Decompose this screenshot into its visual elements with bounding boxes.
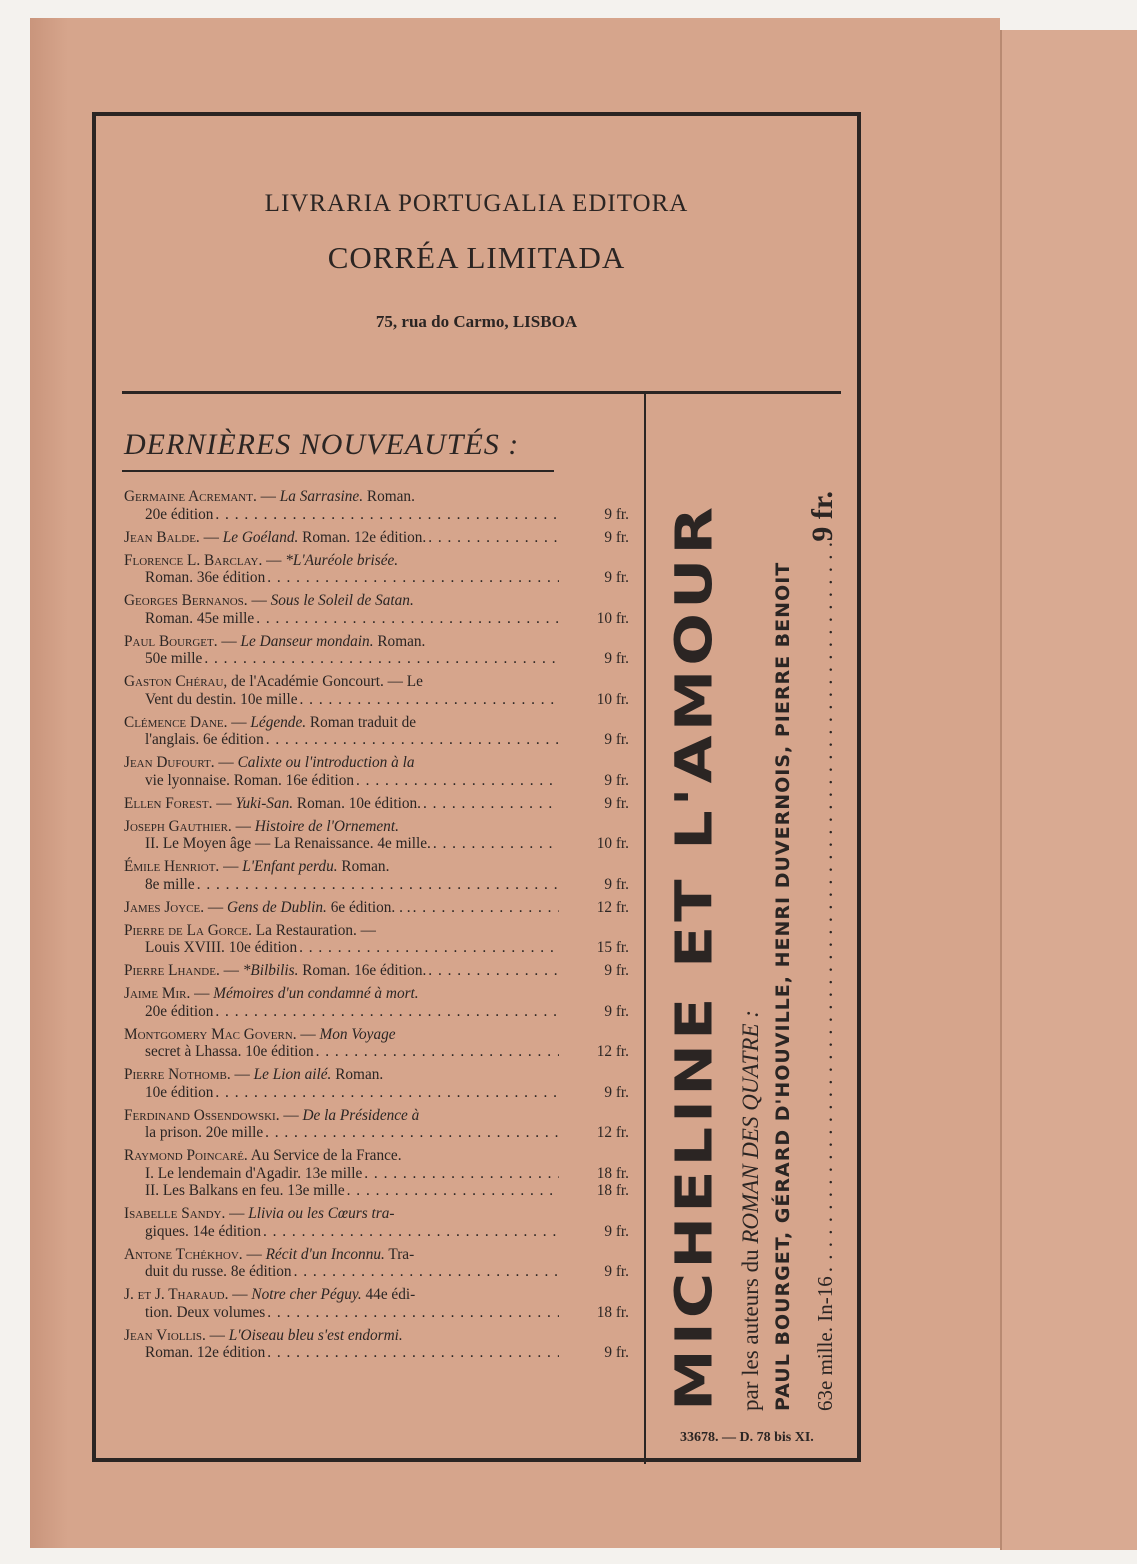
entry-author: Jean Dufourt. (124, 754, 215, 771)
entry-continuation: 8e mille (145, 875, 195, 893)
book-entry: Ellen Forest. — Yuki-San. Roman. 10e édition. . . . 9 fr. (124, 795, 629, 813)
feature-edition-line (806, 491, 840, 1411)
book-entry: Pierre Lhande. — *Bilbilis. Roman. 16e édition. . . . 9 fr. (124, 962, 629, 980)
book-entry: Jean Viollis. — L'Oiseau bleu s'est endormi. Roman. 12e édition . . . 9 fr. (124, 1327, 629, 1362)
entry-price: 18 fr. (596, 1164, 629, 1182)
entry-continuation: tion. Deux volumes (145, 1303, 266, 1321)
entry-author: Georges Bernanos. (124, 592, 248, 609)
entry-detail: Roman. (341, 858, 390, 875)
entry-title: De la Présidence à (302, 1106, 420, 1124)
entry-price: 9 fr. (604, 569, 629, 586)
entry-title: La Sarrasine. (279, 488, 364, 505)
entry-continuation: Vent du destin. 10e mille (145, 690, 298, 708)
entry-detail: Roman traduit de (309, 713, 417, 731)
entry-author: Pierre Nothomb. (124, 1066, 231, 1083)
leader-dots (213, 506, 559, 524)
entry-price: 10 fr. (596, 690, 629, 708)
book-entry: Isabelle Sandy. — Llivia ou les Cœurs tra- giques. 14e édition . . . 9 fr. (124, 1205, 629, 1240)
section-title: DERNIÈRES NOUVEAUTÉS : (124, 428, 520, 461)
book-entry: Florence L. Barclay. — *L'Auréole brisée. Roman. 36e édition . . . 9 fr. (124, 552, 629, 587)
book-entry: Joseph Gauthier. — Histoire de l'Ornement. II. Le Moyen âge — La Renaissance. 4e mille. . . . 10 fr. (124, 818, 629, 853)
leader-dots (314, 1043, 559, 1061)
entry-author: Ferdinand Ossendowski. (124, 1106, 280, 1124)
entry-continuation: Roman. 45e mille (145, 609, 255, 627)
entry-continuation: I. Le lendemain d'Agadir. 13e mille (145, 1164, 363, 1182)
cover-flap (1000, 30, 1137, 1550)
spine-edge (30, 18, 68, 1548)
entry-price: 9 fr. (604, 1222, 629, 1240)
leader-dots (431, 835, 559, 853)
entry-detail: Roman. 12e édition. (302, 528, 427, 546)
print-reference: 33678. — D. 78 bis XI. (680, 1430, 814, 1445)
entry-detail: 6e édition. . . (330, 898, 411, 916)
entry-continuation: la prison. 20e mille (145, 1124, 264, 1141)
book-entry: Georges Bernanos. — Sous le Soleil de Satan. Roman. 45e mille . . . 10 fr. (124, 592, 629, 627)
leader-dots (292, 1263, 559, 1281)
entry-author: Clémence Dane. (124, 713, 228, 731)
book-entry (124, 1147, 629, 1200)
entry-price: 9 fr. (604, 731, 629, 748)
leader-dots (195, 876, 559, 894)
book-entry: J. et J. Tharaud. — Notre cher Péguy. 44e édi- tion. Deux volumes . . . 18 fr. (124, 1286, 629, 1321)
entry-continuation: giques. 14e édition (145, 1222, 261, 1240)
entry-price: 9 fr. (604, 875, 629, 893)
leader-dots (213, 1084, 559, 1102)
entry-continuation: vie lyonnaise. Roman. 16e édition (145, 771, 355, 789)
feature-edition: 63e mille. In-16 (813, 1276, 837, 1411)
publisher-address: 75, rua do Carmo, LISBOA (375, 312, 578, 331)
advert-frame (92, 112, 861, 1462)
entry-title: Récit d'un Inconnu. (265, 1245, 385, 1263)
horizontal-rule (122, 391, 841, 394)
entry-title: Notre cher Péguy. (251, 1286, 362, 1303)
entry-detail: Roman. (335, 1066, 384, 1083)
entry-price: 18 fr. (596, 1303, 629, 1321)
entry-title: Mémoires d'un condamné à mort. (213, 985, 419, 1002)
entry-detail: 44e édi- (365, 1286, 416, 1303)
entry-author: Isabelle Sandy. (124, 1205, 226, 1222)
entry-price: 18 fr. (596, 1182, 629, 1199)
book-entry: James Joyce. — Gens de Dublin. 6e édition. . . . . . 12 fr. (124, 899, 629, 917)
entry-price: 9 fr. (604, 1263, 629, 1280)
entry-price: 9 fr. (604, 650, 629, 667)
feature-by-work: ROMAN DES QUATRE : (738, 1010, 763, 1244)
entry-author: Gaston Chérau, (124, 673, 228, 690)
leader-dots (202, 650, 559, 668)
entry-detail: Roman. (366, 488, 415, 505)
entry-continuation: II. Le Moyen âge — La Renaissance. 4e mille. (145, 835, 431, 852)
feature-title: MICHELINE ET L'AMOUR (664, 502, 724, 1411)
leader-dots (263, 1124, 559, 1142)
entry-title: Légende. (250, 713, 307, 731)
book-entry: Ferdinand Ossendowski. — De la Présidence à la prison. 20e mille . . . 12 fr. (124, 1107, 629, 1142)
entry-detail: Roman. 10e édition. (296, 794, 421, 812)
leader-dots (261, 1223, 559, 1241)
book-entry: Germaine Acremant. — La Sarrasine. Roman. 20e édition . . . 9 fr. (124, 488, 629, 523)
entry-author: Jean Balde. (124, 528, 200, 546)
feature-byline (738, 1010, 764, 1411)
leader-dots (298, 691, 559, 709)
entry-author: Montgomery Mac Govern. (124, 1025, 297, 1043)
entry-price: 9 fr. (604, 771, 629, 789)
publisher-name: LIVRARIA PORTUGALIA EDITORA (264, 190, 689, 217)
entry-price: 10 fr. (596, 609, 629, 627)
entry-price: 12 fr. (596, 1043, 629, 1060)
leader-dots (362, 1165, 559, 1183)
leader-dots (354, 772, 559, 790)
entry-continuation: II. Les Balkans en feu. 13e mille (145, 1182, 345, 1199)
entry-author: Pierre de La Gorce. (124, 921, 252, 939)
entry-author: Jean Viollis. (124, 1326, 206, 1344)
entry-author: Pierre Lhande. (124, 962, 220, 979)
entry-title: Llivia ou les Cœurs tra- (248, 1205, 395, 1222)
entry-price: 9 fr. (604, 1344, 629, 1361)
leader-dots (265, 1304, 559, 1322)
entry-title: Le Goéland. (222, 528, 299, 546)
entry-title: Yuki-San. (235, 794, 294, 812)
entry-detail: La Restauration. — (255, 921, 376, 939)
entry-price: 9 fr. (604, 962, 629, 979)
feature-authors: PAUL BOURGET, GÉRARD D'HOUVILLE, HENRI DUVERNOIS, PIERRE BENOIT (772, 561, 794, 1411)
entry-detail: Roman. 16e édition. (302, 962, 427, 979)
entry-price: 12 fr. (596, 1124, 629, 1141)
entry-continuation: secret à Lhassa. 10e édition (145, 1043, 314, 1060)
book-entry: Jean Dufourt. — Calixte ou l'introduction à la vie lyonnaise. Roman. 16e édition . . . 9 fr. (124, 754, 629, 789)
book-entry: Pierre Nothomb. — Le Lion ailé. Roman. 10e édition . . . 9 fr. (124, 1066, 629, 1101)
entry-price: 9 fr. (604, 528, 629, 546)
leader-dots (297, 939, 559, 957)
entry-price: 9 fr. (604, 794, 629, 812)
leader-dots (421, 795, 559, 813)
entry-title: Calixte ou l'introduction à la (237, 754, 415, 771)
entry-author: J. et J. Tharaud. (124, 1286, 229, 1303)
entry-author: Ellen Forest. (124, 794, 213, 812)
entry-price: 9 fr. (604, 1083, 629, 1101)
entry-author: Antone Tchékhov. (124, 1245, 243, 1263)
book-entry: Jean Balde. — Le Goéland. Roman. 12e édition. . . . 9 fr. (124, 529, 629, 547)
entry-price: 10 fr. (596, 835, 629, 852)
entry-continuation: l'anglais. 6e édition (145, 731, 264, 748)
entry-title: L'Enfant perdu. (242, 858, 338, 875)
leader-dots (265, 569, 559, 587)
entry-price: 9 fr. (604, 1002, 629, 1020)
entry-continuation: duit du russe. 8e édition (145, 1263, 292, 1280)
entry-title: Le Lion ailé. (253, 1066, 332, 1083)
entry-title: *Bilbilis. (242, 962, 299, 979)
leader-dots (411, 899, 559, 917)
book-entry (124, 673, 629, 708)
entry-continuation: Roman. 12e édition (145, 1344, 266, 1361)
entry-price: 12 fr. (596, 898, 629, 916)
entry-price: 15 fr. (596, 939, 629, 956)
leader-dots (426, 529, 559, 547)
entry-author: Germaine Acremant. (124, 488, 257, 505)
feature-by-prefix: par les auteurs du (738, 1249, 763, 1411)
entry-continuation: 20e édition (145, 1002, 214, 1020)
entry-continuation: 10e édition (145, 1083, 214, 1101)
leader-dots (426, 962, 559, 980)
book-entry: Montgomery Mac Govern. — Mon Voyage secret à Lhassa. 10e édition . . . 12 fr. (124, 1026, 629, 1061)
entry-title: Sous le Soleil de Satan. (270, 592, 414, 609)
entry-author: Jaime Mir. (124, 985, 191, 1002)
entry-title: Histoire de l'Ornement. (254, 817, 399, 835)
leader-dots (264, 731, 559, 749)
entry-detail: de l'Académie Goncourt. — Le (231, 673, 423, 690)
entry-title: *L'Auréole brisée. (285, 551, 399, 569)
entry-continuation: Louis XVIII. 10e édition (145, 939, 298, 956)
book-list (124, 488, 629, 1367)
book-entry: Antone Tchékhov. — Récit d'un Inconnu. Tra- duit du russe. 8e édition . . . 9 fr. (124, 1246, 629, 1281)
entry-title: Mon Voyage (319, 1025, 396, 1043)
leader-dots (345, 1182, 559, 1200)
entry-title: L'Oiseau bleu s'est endormi. (228, 1326, 403, 1344)
leader-dots (254, 610, 559, 628)
book-entry: Paul Bourget. — Le Danseur mondain. Roman. 50e mille . . . 9 fr. (124, 633, 629, 668)
vertical-rule (644, 394, 646, 1464)
entry-author: Raymond Poincaré. (124, 1147, 248, 1164)
entry-author: Paul Bourget. (124, 632, 218, 650)
entry-author: Joseph Gauthier. (124, 817, 232, 835)
leader-dots (213, 1003, 559, 1021)
entry-author: Émile Henriot. (124, 858, 220, 875)
publisher-subtitle: CORRÉA LIMITADA (327, 240, 626, 275)
feature-price: 9 fr. (806, 491, 839, 542)
feature-panel (660, 416, 850, 1456)
section-underline (122, 470, 554, 472)
book-entry: Jaime Mir. — Mémoires d'un condamné à mort. 20e édition . . . 9 fr. (124, 985, 629, 1020)
leader-dots (265, 1344, 559, 1362)
book-entry (124, 922, 629, 957)
entry-continuation: 50e mille (145, 650, 203, 667)
entry-continuation: Roman. 36e édition (145, 569, 266, 586)
entry-detail: Au Service de la France. (250, 1147, 402, 1164)
book-entry: Clémence Dane. — Légende. Roman traduit de l'anglais. 6e édition . . . 9 fr. (124, 714, 629, 749)
entry-continuation: 20e édition (145, 505, 214, 523)
book-entry: Émile Henriot. — L'Enfant perdu. Roman. 8e mille . . . 9 fr. (124, 858, 629, 893)
entry-detail: Roman. (377, 632, 426, 650)
entry-price: 9 fr. (604, 505, 629, 523)
entry-author: Florence L. Barclay. (124, 551, 263, 569)
leader-dots (813, 542, 838, 1277)
entry-detail: Tra- (388, 1245, 415, 1263)
entry-author: James Joyce. (124, 898, 205, 916)
entry-title: Le Danseur mondain. (240, 632, 374, 650)
entry-title: Gens de Dublin. (227, 898, 327, 916)
